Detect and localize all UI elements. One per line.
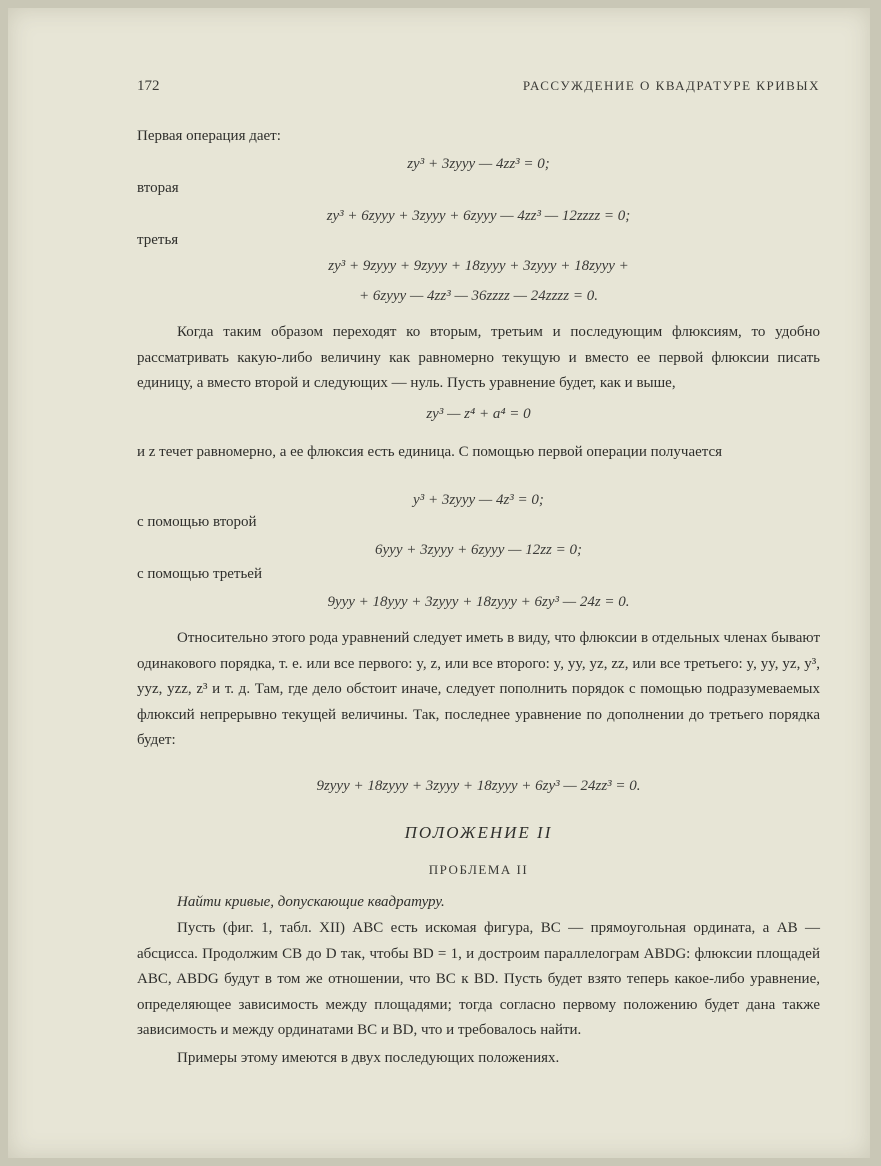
- page-number: 172: [137, 78, 160, 94]
- second-label: вторая: [137, 180, 179, 196]
- equation-3a: zy³ + 9zyyy + 9zyyy + 18zyyy + 3zyyy + 18zyyy +: [328, 258, 629, 274]
- equation-3b: + 6zyyy — 4zz³ — 36zzzz — 24zzzz = 0.: [359, 288, 598, 304]
- paragraph-3: Относительно этого рода уравнений следует иметь в виду, что флюксии в отдельных членах бывают одинакового порядка, т. е. или все первого: y, z, или все второго: y, yy, yz, zz, или все третьего: y, yy, yz, y³, yyz, yzz, z³ и т. д. Там, где дело обстоит иначе, следует пополнить порядок с помощью подразумеваемых флюксий непрерывно текущей величины. Так, последнее уравнение по дополнении до третьего порядка будет:: [137, 630, 820, 748]
- label-third: с помощью третьей: [137, 566, 262, 582]
- paragraph-5: Примеры этому имеются в двух последующих положениях.: [177, 1050, 560, 1066]
- equation-2: zy³ + 6zyyy + 3zyyy + 6zyyy — 4zz³ — 12zzzz = 0;: [326, 208, 631, 224]
- first-operation-label: Первая операция дает:: [137, 128, 281, 144]
- task-statement: Найти кривые, допускающие квадратуру.: [177, 894, 445, 910]
- paragraph-4: Пусть (фиг. 1, табл. XII) ABC есть искомая фигура, BC — прямоугольная ордината, а AB — абсцисса. Продолжим CB до D так, чтобы BD = 1, и достроим параллелограм ABDG: флюксии площадей ABC, ABDG будут в том же отношении, что BC к BD. Пусть будет взято теперь какое-либо уравнение, определяющее зависимость между площадями; тогда согласно первому положению будет дана также зависимость и между ординатами BC и BD, что и требовалось найти.: [137, 920, 820, 1038]
- running-title: РАССУЖДЕНИЕ О КВАДРАТУРЕ КРИВЫХ: [522, 78, 820, 93]
- section-title: ПОЛОЖЕНИЕ II: [404, 823, 553, 842]
- equation-1: zy³ + 3zyyy — 4zz³ = 0;: [407, 156, 550, 172]
- paragraph-1: Когда таким образом переходят ко вторым, третьим и последующим флюксиям, то удобно рассматривать какую-либо величину как равномерно текущую и вместо ее первой флюксии писать единицу, а вместо второй и следующих — нуль. Пусть уравнение будет, как и выше,: [137, 324, 820, 391]
- problem-title: ПРОБЛЕМА II: [428, 862, 529, 877]
- equation-5: y³ + 3zyyy — 4z³ = 0;: [413, 492, 544, 508]
- equation-4: zy³ — z⁴ + a⁴ = 0: [426, 406, 531, 422]
- third-label: третья: [137, 232, 179, 248]
- paragraph-2: и z течет равномерно, а ее флюксия есть единица. С помощью первой операции получается: [137, 444, 723, 460]
- equation-7: 9yyy + 18yyy + 3zyyy + 18zyyy + 6zy³ — 24z = 0.: [327, 594, 630, 610]
- equation-6: 6yyy + 3zyyy + 6zyyy — 12zz = 0;: [375, 542, 582, 558]
- equation-8: 9zyyy + 18zyyy + 3zyyy + 18zyyy + 6zy³ — 24zz³ = 0.: [316, 778, 641, 794]
- label-second: с помощью второй: [137, 514, 257, 530]
